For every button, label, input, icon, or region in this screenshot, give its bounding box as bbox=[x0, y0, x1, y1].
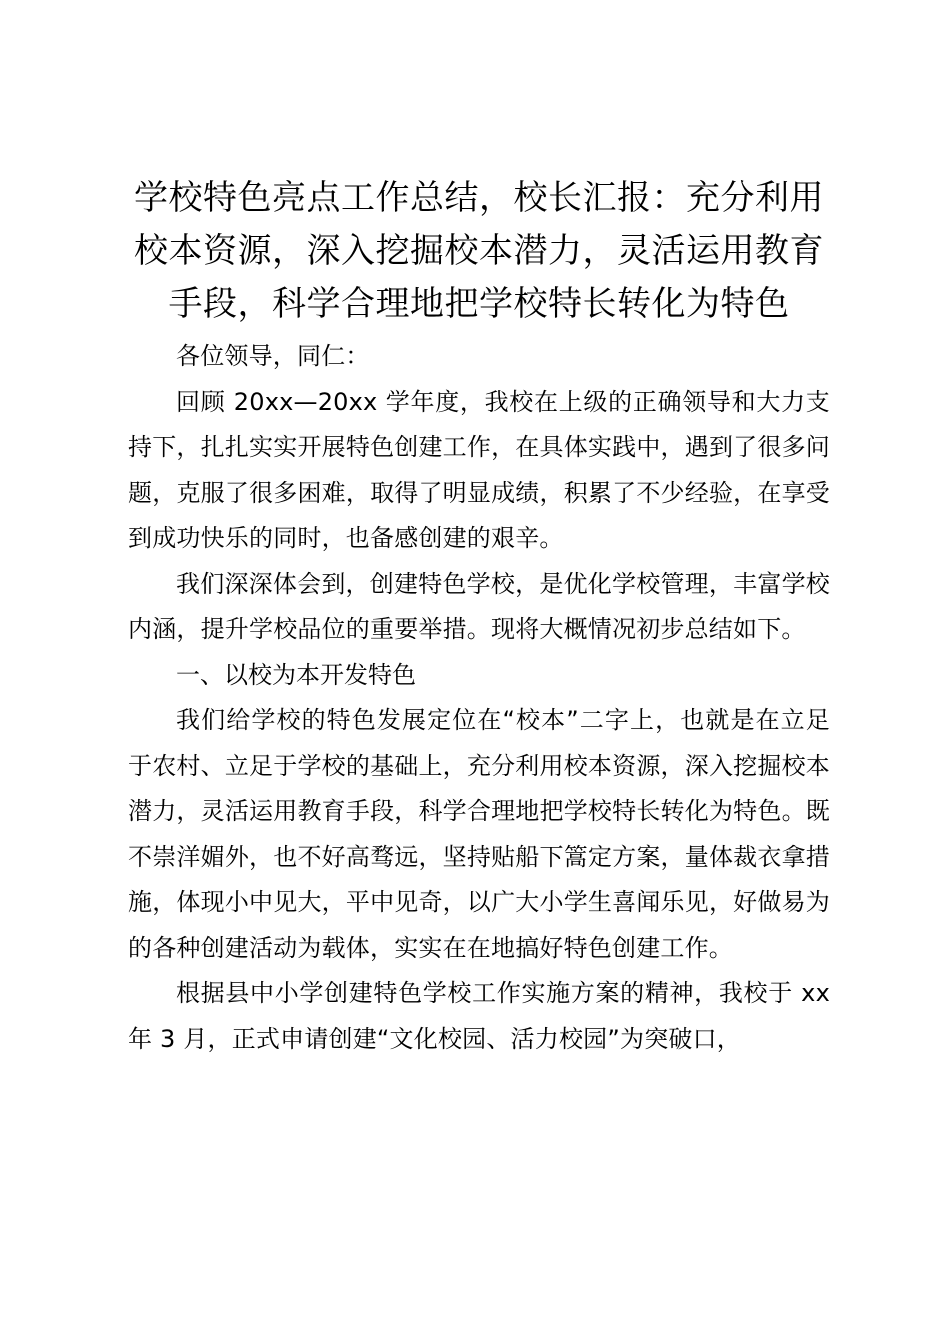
paragraph: 回顾 20xx—20xx 学年度，我校在上级的正确领导和大力支持下，扎扎实实开展特色创建工作，在具体实践中，遇到了很多问题，克服了很多困难，取得了明显成绩，积累了不少经验，在享受到成功快乐的同时，也备感创建的艰辛。 bbox=[128, 387, 830, 552]
document-title: 学校特色亮点工作总结，校长汇报：充分利用校本资源，深入挖掘校本潜力，灵活运用教育手段，科学合理地把学校特长转化为特色 bbox=[134, 178, 824, 324]
salutation: 各位领导，同仁： bbox=[176, 342, 370, 370]
document-page bbox=[128, 172, 830, 1062]
paragraph: 根据县中小学创建特色学校工作实施方案的精神，我校于 xx 年 3 月，正式申请创建“文化校园、活力校园”为突破口， bbox=[128, 979, 830, 1053]
section-heading: 一、以校为本开发特色 bbox=[176, 660, 416, 689]
paragraph: 我们给学校的特色发展定位在“校本”二字上，也就是在立足于农村、立足于学校的基础上，充分利用校本资源，深入挖掘校本潜力，灵活运用教育手段，科学合理地把学校特长转化为特色。既不崇洋媚外，也不好高骛远，坚持贴船下篙定方案，量体裁衣拿措施，体现小中见大，平中见奇，以广大小学生喜闻乐见，好做易为的各种创建活动为载体，实实在在地搞好特色创建工作。 bbox=[128, 706, 830, 962]
document-body bbox=[128, 334, 830, 1062]
paragraph: 我们深深体会到，创建特色学校，是优化学校管理，丰富学校内涵，提升学校品位的重要举措。现将大概情况初步总结如下。 bbox=[128, 569, 830, 643]
